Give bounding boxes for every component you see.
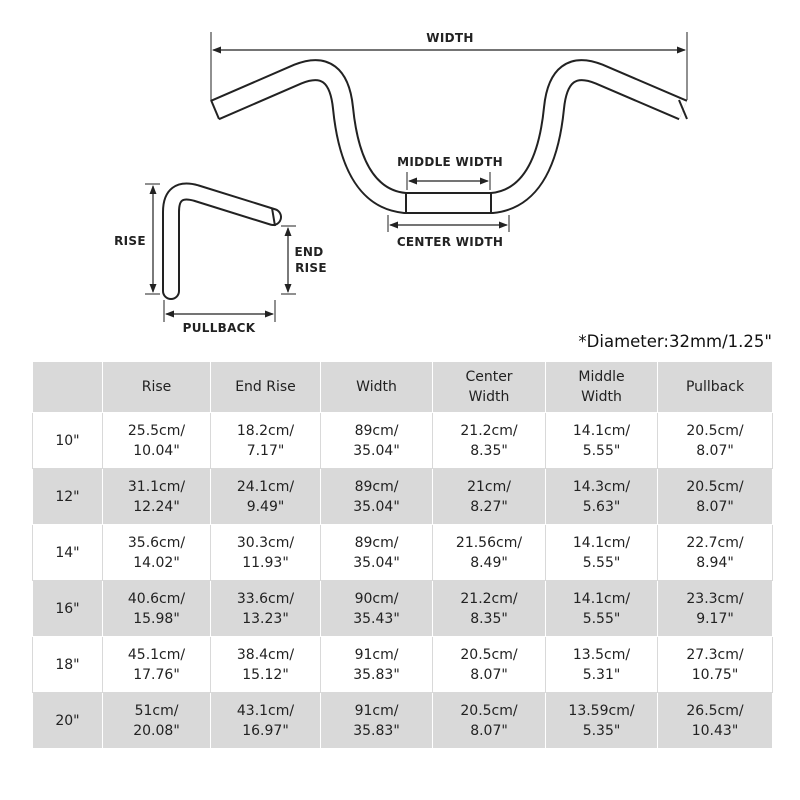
cell-metric-value: 14.1cm/ xyxy=(572,590,631,607)
end-rise-dimension xyxy=(281,226,327,294)
cell-imperial-value: 7.17" xyxy=(246,442,285,459)
table-row xyxy=(33,413,773,469)
table-row xyxy=(33,469,773,525)
cell-metric-value: 91cm/ xyxy=(354,702,399,719)
cell-imperial-value: 17.76" xyxy=(133,666,180,683)
row-size-label: 20" xyxy=(33,693,103,749)
cell-imperial-value: 20.08" xyxy=(133,722,180,739)
row-size-label: 12" xyxy=(33,469,103,525)
cell-metric-value: 13.59cm/ xyxy=(568,702,635,719)
cell-center-width xyxy=(433,581,546,637)
cell-metric-value: 89cm/ xyxy=(354,478,399,495)
table-row xyxy=(33,693,773,749)
table-header-row xyxy=(33,362,773,413)
end-rise-label-line1: END xyxy=(294,245,324,259)
cell-metric-value: 43.1cm/ xyxy=(236,702,295,719)
row-size-label: 14" xyxy=(33,525,103,581)
cell-middle-width xyxy=(546,581,658,637)
cell-metric-value: 24.1cm/ xyxy=(236,478,295,495)
diameter-note: *Diameter:32mm/1.25" xyxy=(578,332,772,351)
column-header-rise: Rise xyxy=(103,362,211,413)
table-body xyxy=(33,413,773,749)
cell-metric-value: 27.3cm/ xyxy=(686,646,744,663)
cell-middle-width xyxy=(546,637,658,693)
cell-imperial-value: 11.93" xyxy=(242,554,289,571)
cell-metric-value: 20.5cm/ xyxy=(686,422,744,439)
table-row xyxy=(33,637,773,693)
cell-metric-value: 35.6cm/ xyxy=(127,534,186,551)
cell-metric-value: 26.5cm/ xyxy=(686,702,744,719)
cell-rise xyxy=(103,581,211,637)
cell-width xyxy=(321,413,433,469)
cell-metric-value: 40.6cm/ xyxy=(127,590,186,607)
cell-metric-value: 33.6cm/ xyxy=(236,590,295,607)
center-width-label: CENTER WIDTH xyxy=(396,235,504,249)
cell-metric-value: 51cm/ xyxy=(134,702,179,719)
cell-width xyxy=(321,637,433,693)
column-header-pullback: Pullback xyxy=(658,362,773,413)
cell-imperial-value: 10.75" xyxy=(691,666,739,683)
cell-imperial-value: 35.43" xyxy=(353,610,400,627)
cell-imperial-value: 5.63" xyxy=(582,498,621,515)
cell-width xyxy=(321,469,433,525)
cell-metric-value: 30.3cm/ xyxy=(236,534,295,551)
end-rise-label-line2: RISE xyxy=(295,261,327,275)
cell-imperial-value: 9.49" xyxy=(246,498,285,515)
column-header-middle-width: Middle Width xyxy=(546,362,658,413)
cell-imperial-value: 10.43" xyxy=(691,722,739,739)
handlebar-side-view xyxy=(171,192,275,291)
cell-imperial-value: 8.94" xyxy=(696,554,734,571)
cell-metric-value: 21.56cm/ xyxy=(455,534,523,551)
cell-metric-value: 45.1cm/ xyxy=(127,646,186,663)
cell-imperial-value: 5.55" xyxy=(582,610,621,627)
rise-label: RISE xyxy=(114,234,146,248)
cell-metric-value: 14.1cm/ xyxy=(572,534,631,551)
pullback-label: PULLBACK xyxy=(182,321,256,335)
cell-metric-value: 25.5cm/ xyxy=(127,422,186,439)
cell-middle-width xyxy=(546,693,658,749)
cell-imperial-value: 8.35" xyxy=(470,610,508,627)
cell-pullback xyxy=(658,581,773,637)
cell-imperial-value: 16.97" xyxy=(242,722,289,739)
cell-metric-value: 20.5cm/ xyxy=(686,478,744,495)
rise-dimension xyxy=(114,184,160,294)
cell-imperial-value: 35.04" xyxy=(353,554,400,571)
cell-imperial-value: 15.12" xyxy=(242,666,289,683)
cell-metric-value: 14.1cm/ xyxy=(572,422,631,439)
row-size-label: 16" xyxy=(33,581,103,637)
cell-pullback xyxy=(658,525,773,581)
cell-imperial-value: 10.04" xyxy=(133,442,180,459)
cell-rise xyxy=(103,469,211,525)
cell-end-rise xyxy=(211,581,321,637)
cell-center-width xyxy=(433,469,546,525)
cell-imperial-value: 8.49" xyxy=(470,554,508,571)
cell-metric-value: 90cm/ xyxy=(354,590,399,607)
cell-metric-value: 91cm/ xyxy=(354,646,399,663)
cell-pullback xyxy=(658,413,773,469)
cell-metric-value: 23.3cm/ xyxy=(686,590,744,607)
cell-rise xyxy=(103,637,211,693)
cell-end-rise xyxy=(211,413,321,469)
table-row xyxy=(33,581,773,637)
cell-middle-width xyxy=(546,413,658,469)
cell-middle-width xyxy=(546,469,658,525)
cell-imperial-value: 5.55" xyxy=(582,442,621,459)
width-label: WIDTH xyxy=(426,31,474,45)
cell-imperial-value: 5.35" xyxy=(582,722,621,739)
cell-imperial-value: 35.04" xyxy=(353,442,400,459)
cell-metric-value: 89cm/ xyxy=(354,534,399,551)
cell-imperial-value: 8.27" xyxy=(470,498,508,515)
center-width-dimension xyxy=(388,215,509,249)
cell-metric-value: 31.1cm/ xyxy=(127,478,186,495)
cell-center-width xyxy=(433,693,546,749)
cell-imperial-value: 12.24" xyxy=(133,498,180,515)
cell-imperial-value: 5.31" xyxy=(582,666,621,683)
cell-width xyxy=(321,693,433,749)
cell-imperial-value: 8.07" xyxy=(470,722,508,739)
cell-imperial-value: 15.98" xyxy=(133,610,180,627)
cell-width xyxy=(321,581,433,637)
cell-width xyxy=(321,525,433,581)
cell-imperial-value: 9.17" xyxy=(696,610,734,627)
cell-end-rise xyxy=(211,469,321,525)
cell-end-rise xyxy=(211,525,321,581)
cell-imperial-value: 8.07" xyxy=(696,498,734,515)
cell-end-rise xyxy=(211,637,321,693)
cell-metric-value: 20.5cm/ xyxy=(460,702,518,719)
column-header-width: Width xyxy=(321,362,433,413)
column-header-center-width: Center Width xyxy=(433,362,546,413)
table-row xyxy=(33,525,773,581)
cell-rise xyxy=(103,693,211,749)
cell-pullback xyxy=(658,637,773,693)
cell-center-width xyxy=(433,637,546,693)
cell-metric-value: 21.2cm/ xyxy=(460,590,518,607)
cell-imperial-value: 5.55" xyxy=(582,554,621,571)
cell-center-width xyxy=(433,413,546,469)
row-size-label: 10" xyxy=(33,413,103,469)
column-header-end-rise: End Rise xyxy=(211,362,321,413)
column-header-size xyxy=(33,362,103,413)
cell-metric-value: 18.2cm/ xyxy=(236,422,295,439)
cell-imperial-value: 13.23" xyxy=(242,610,289,627)
handlebar-diagram xyxy=(0,0,800,340)
cell-metric-value: 13.5cm/ xyxy=(572,646,631,663)
cell-pullback xyxy=(658,469,773,525)
cell-pullback xyxy=(658,693,773,749)
cell-metric-value: 38.4cm/ xyxy=(236,646,295,663)
cell-center-width xyxy=(433,525,546,581)
cell-imperial-value: 8.35" xyxy=(470,442,508,459)
cell-metric-value: 21.2cm/ xyxy=(460,422,518,439)
middle-width-dimension xyxy=(397,155,503,190)
cell-metric-value: 21cm/ xyxy=(467,478,511,495)
middle-width-label: MIDDLE WIDTH xyxy=(397,155,503,169)
cell-middle-width xyxy=(546,525,658,581)
cell-metric-value: 20.5cm/ xyxy=(460,646,518,663)
cell-metric-value: 14.3cm/ xyxy=(572,478,631,495)
spec-table xyxy=(32,361,773,749)
cell-end-rise xyxy=(211,693,321,749)
cell-imperial-value: 35.04" xyxy=(353,498,400,515)
cell-rise xyxy=(103,413,211,469)
cell-imperial-value: 8.07" xyxy=(470,666,508,683)
row-size-label: 18" xyxy=(33,637,103,693)
cell-imperial-value: 14.02" xyxy=(133,554,180,571)
cell-imperial-value: 35.83" xyxy=(353,666,400,683)
pullback-dimension xyxy=(164,300,275,335)
handlebar-front-view xyxy=(211,70,687,213)
cell-metric-value: 89cm/ xyxy=(354,422,399,439)
cell-imperial-value: 35.83" xyxy=(353,722,400,739)
cell-rise xyxy=(103,525,211,581)
cell-imperial-value: 8.07" xyxy=(696,442,734,459)
cell-metric-value: 22.7cm/ xyxy=(686,534,744,551)
